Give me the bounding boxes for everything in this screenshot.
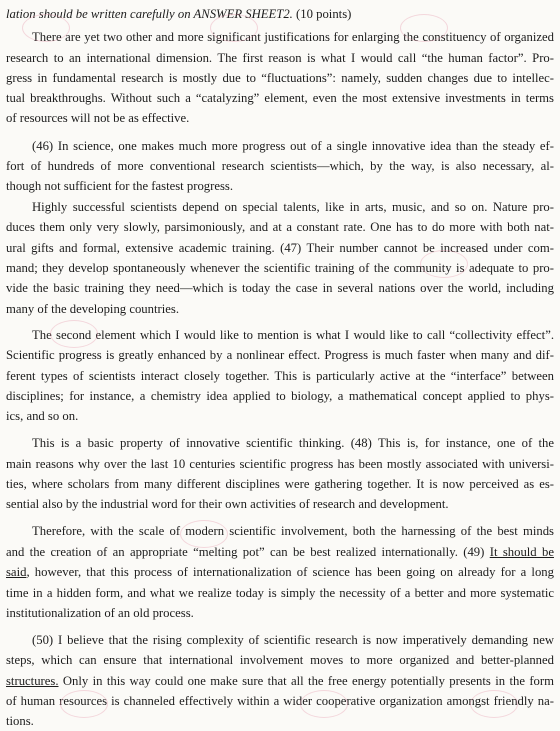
text-line: duces them only very slowly, parsimoniously, and at a constant rate. One has to do more with both nat- xyxy=(6,220,554,234)
text-line: many of the developing countries. xyxy=(6,302,179,316)
text-line: vide the basic training they need—which is today the case in several nations over the world, including xyxy=(6,281,554,295)
watermark-stamp xyxy=(50,320,98,348)
text-line: time in a hidden form, and what we realize today is simply the necessity of a better and more systematic xyxy=(6,586,554,600)
text-line: research to an international dimension. The first reason is what I would call “the human factor”. Pro- xyxy=(6,51,554,65)
watermark-stamp xyxy=(300,690,348,718)
watermark-stamp xyxy=(60,690,108,718)
text-line: main reasons why over the last 10 centuries scientific progress has been mostly associated with universi- xyxy=(6,457,554,471)
text-line: though not sufficient for the fastest progress. xyxy=(6,179,234,193)
text-line: The second element which I would like to mention is what I would like to call “collectivity effect”. xyxy=(32,328,554,342)
text-line: gress in fundamental research is mostly due to “fluctuations”: namely, sudden changes due to intellec- xyxy=(6,71,554,85)
points-label: (10 points) xyxy=(296,7,352,21)
watermark-stamp xyxy=(400,14,448,42)
text-line: Highly successful scientists depend on special talents, like in arts, music, and so on. Nature pro- xyxy=(32,200,554,214)
text-line: tual breakthroughs. Without such a “catalyzing” element, even the most extensive investments in terms xyxy=(6,91,554,105)
text-line: sential also by the industrial word for their own activities of research and development. xyxy=(6,497,449,511)
watermark-stamp xyxy=(210,14,258,42)
text-line: ural gifts and formal, extensive academic training. (47) Their number cannot be increased under com- xyxy=(6,241,554,255)
watermark-stamp xyxy=(22,14,70,42)
text-line: steps, which can ensure that international involvement moves to more organized and better-planned xyxy=(6,653,554,667)
text-line: institutionalization of an old process. xyxy=(6,606,194,620)
text-line: (46) In science, one makes much more progress out of a single innovative idea than the steady ef- xyxy=(32,139,554,153)
text-line: ics, and so on. xyxy=(6,409,79,423)
text-line: Therefore, with the scale of modern scientific involvement, both the harnessing of the best minds xyxy=(32,524,554,538)
text-line: and the creation of an appropriate “melting pot” can be best realized internationally. (49) It should be xyxy=(6,545,554,559)
text-line: structures. Only in this way could one make sure that all the free energy potentially presents in the form xyxy=(6,674,554,688)
text-line: (50) I believe that the rising complexity of scientific research is now imperatively demanding new xyxy=(32,633,554,647)
text-line: mand; they develop spontaneously whenever the scientific training of the community is adequate to pro- xyxy=(6,261,554,275)
text-line: tions. xyxy=(6,714,34,728)
instruction-text: lation should be written carefully on ANSWER SHEET2. xyxy=(6,7,293,21)
text-line: said, however, that this process of internationalization of science has been going on already for a long xyxy=(6,565,554,579)
text-line: ties, where scholars from many different disciplines were gathering together. It is now perceived as es- xyxy=(6,477,554,491)
underlined-phrase: structures. xyxy=(6,674,59,688)
underlined-phrase: It should be xyxy=(489,545,554,559)
question-instruction xyxy=(6,4,554,24)
text-line: There are yet two other and more significant justifications for enlarging the constituency of organized xyxy=(32,30,554,44)
text-line: disciplines; for instance, a chemistry idea applied to biology, a mathematical concept applied to phys- xyxy=(6,389,554,403)
text-line: Scientific progress is greatly enhanced by a nonlinear effect. Progress is much faster when many and dif- xyxy=(6,348,554,362)
text-line: ferent types of scientists interact closely together. This is particularly active at the “interface” between xyxy=(6,369,554,383)
underlined-phrase: said xyxy=(6,565,27,579)
watermark-stamp xyxy=(470,690,518,718)
text-line: of resources will not be as effective. xyxy=(6,111,190,125)
text-line: of human resources is channeled effectively within a wider cooperative organization amongst friendly na- xyxy=(6,694,554,708)
watermark-stamp xyxy=(420,250,468,278)
watermark-stamp xyxy=(180,520,228,548)
text-line: fort of hundreds of more conventional research scientists—which, by the way, is also necessary, al- xyxy=(6,159,554,173)
text-line: This is a basic property of innovative scientific thinking. (48) This is, for instance, one of the xyxy=(32,436,554,450)
